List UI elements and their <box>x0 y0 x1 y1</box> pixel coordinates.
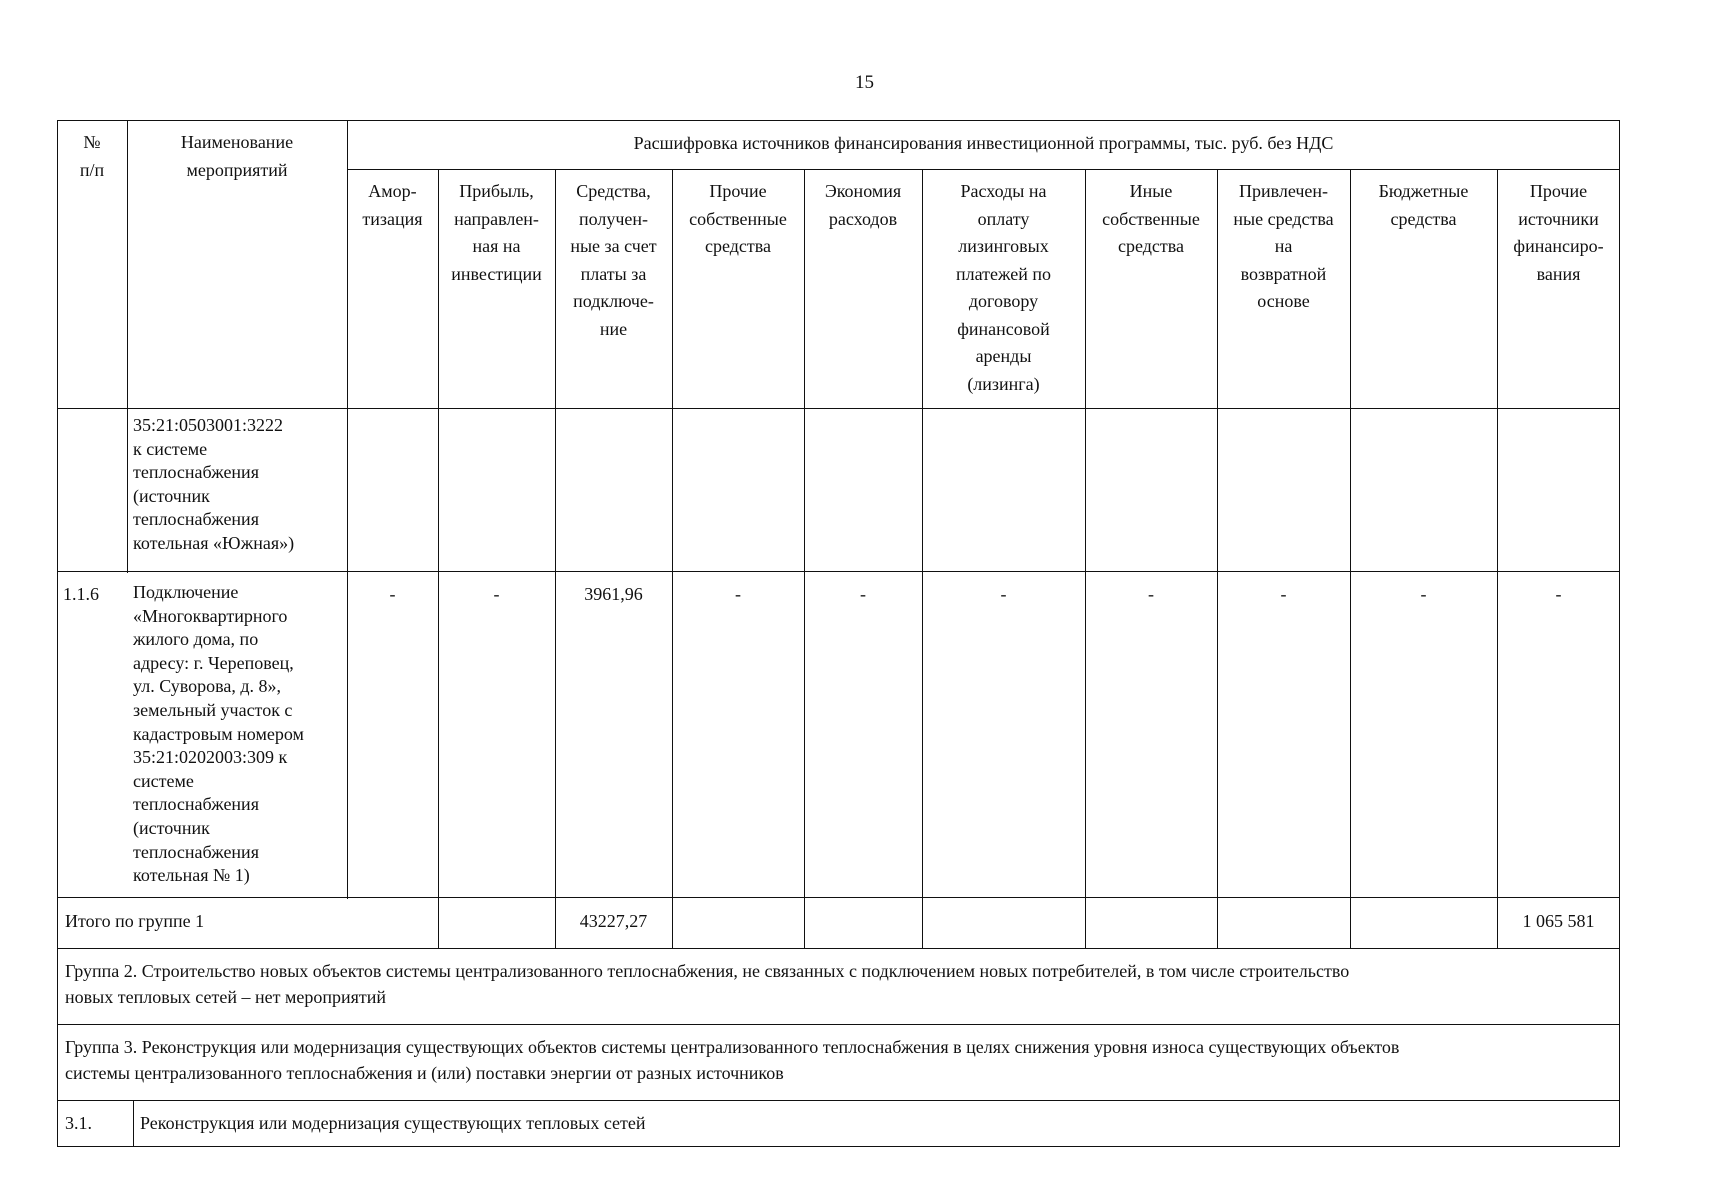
v-line-name <box>347 120 348 899</box>
header-col-other-sources: Прочие источники финансиро- вания <box>1513 181 1604 284</box>
h-line-group-title <box>347 169 1620 170</box>
h-line-group2-bottom <box>57 1024 1620 1025</box>
row-1-1-6-value-amortization: - <box>389 584 396 604</box>
h-line-total-bottom <box>57 948 1620 949</box>
row-1-1-6-name: Подключение «Многоквартирного жилого дома, по адресу: г. Череповец, ул. Суворова, д. 8», земельный участок с кадастровым номером 35:21:0202003:309 к системе теплоснабжения (источник теплоснабжения котельная № 1) <box>133 582 304 886</box>
header-col-cost-savings: Экономия расходов <box>824 181 902 229</box>
total-group1-other-sources: 1 065 581 <box>1522 911 1595 931</box>
v-line-row31 <box>133 1100 134 1147</box>
h-line-group3-bottom <box>57 1100 1620 1101</box>
v-line-c4 <box>804 169 805 948</box>
header-name-col: Наименование мероприятий <box>180 132 294 180</box>
total-group1-label: Итого по группе 1 <box>65 911 205 931</box>
page-number: 15 <box>855 72 874 93</box>
header-col-other-own-funds: Прочие собственные средства <box>689 181 787 256</box>
header-col-amortization: Амор- тизация <box>362 181 423 229</box>
header-col-profit: Прибыль, направлен- ная на инвестиции <box>451 181 542 284</box>
total-group1-connection-fees: 43227,27 <box>579 911 648 931</box>
row-1-1-6-value-borrowed: - <box>1280 584 1287 604</box>
row-1-1-6-num: 1.1.6 <box>63 584 99 604</box>
h-line-row2-bottom <box>57 897 1620 898</box>
v-line-c3 <box>672 169 673 948</box>
continuation-row-name: 35:21:0503001:3222 к системе теплоснабжения (источник теплоснабжения котельная «Южная») <box>133 415 295 553</box>
row-1-1-6-value-cost-savings: - <box>860 584 866 604</box>
v-line-c6 <box>1085 169 1086 948</box>
v-line-c8 <box>1350 169 1351 948</box>
group3-heading: Группа 3. Реконструкция или модернизация существующих объектов системы централизованного теплоснабжения в целях снижения уровня износа существующих объектов системы централизованного теплоснабжения и (или) поставки энергии от разных источников <box>65 1037 1400 1083</box>
header-col-borrowed: Привлечен- ные средства на возвратной основе <box>1233 181 1334 311</box>
row-1-1-6-value-leasing: - <box>1000 584 1007 604</box>
h-line-row1-bottom <box>57 571 1620 572</box>
row-1-1-6-value-other-sources: - <box>1555 584 1562 604</box>
h-line-header-bottom <box>57 408 1620 409</box>
header-group-title: Расшифровка источников финансирования инвестиционной программы, тыс. руб. без НДС <box>633 133 1334 153</box>
row-1-1-6-value-budget: - <box>1420 584 1427 604</box>
header-col-budget: Бюджетные средства <box>1378 181 1469 229</box>
header-num-col: № п/п <box>79 132 105 180</box>
row-3-1-num: 3.1. <box>65 1113 92 1133</box>
header-col-other-own: Иные собственные средства <box>1102 181 1200 256</box>
v-line-num <box>127 120 128 573</box>
row-1-1-6-value-profit: - <box>493 584 500 604</box>
group2-heading: Группа 2. Строительство новых объектов системы централизованного теплоснабжения, не связанных с подключением новых потребителей, в том числе строительство новых тепловых сетей – нет мероприятий <box>65 961 1350 1007</box>
header-col-connection-fees: Средства, получен- ные за счет платы за подключе- ние <box>570 181 657 339</box>
row-1-1-6-value-connection-fees: 3961,96 <box>584 584 643 604</box>
row-1-1-6-value-other-own: - <box>1148 584 1154 604</box>
row-1-1-6-value-other-own-funds: - <box>735 584 741 604</box>
header-col-leasing: Расходы на оплату лизинговых платежей по договору финансовой аренды (лизинга) <box>956 181 1051 394</box>
row-3-1-name: Реконструкция или модернизация существующих тепловых сетей <box>140 1113 646 1133</box>
